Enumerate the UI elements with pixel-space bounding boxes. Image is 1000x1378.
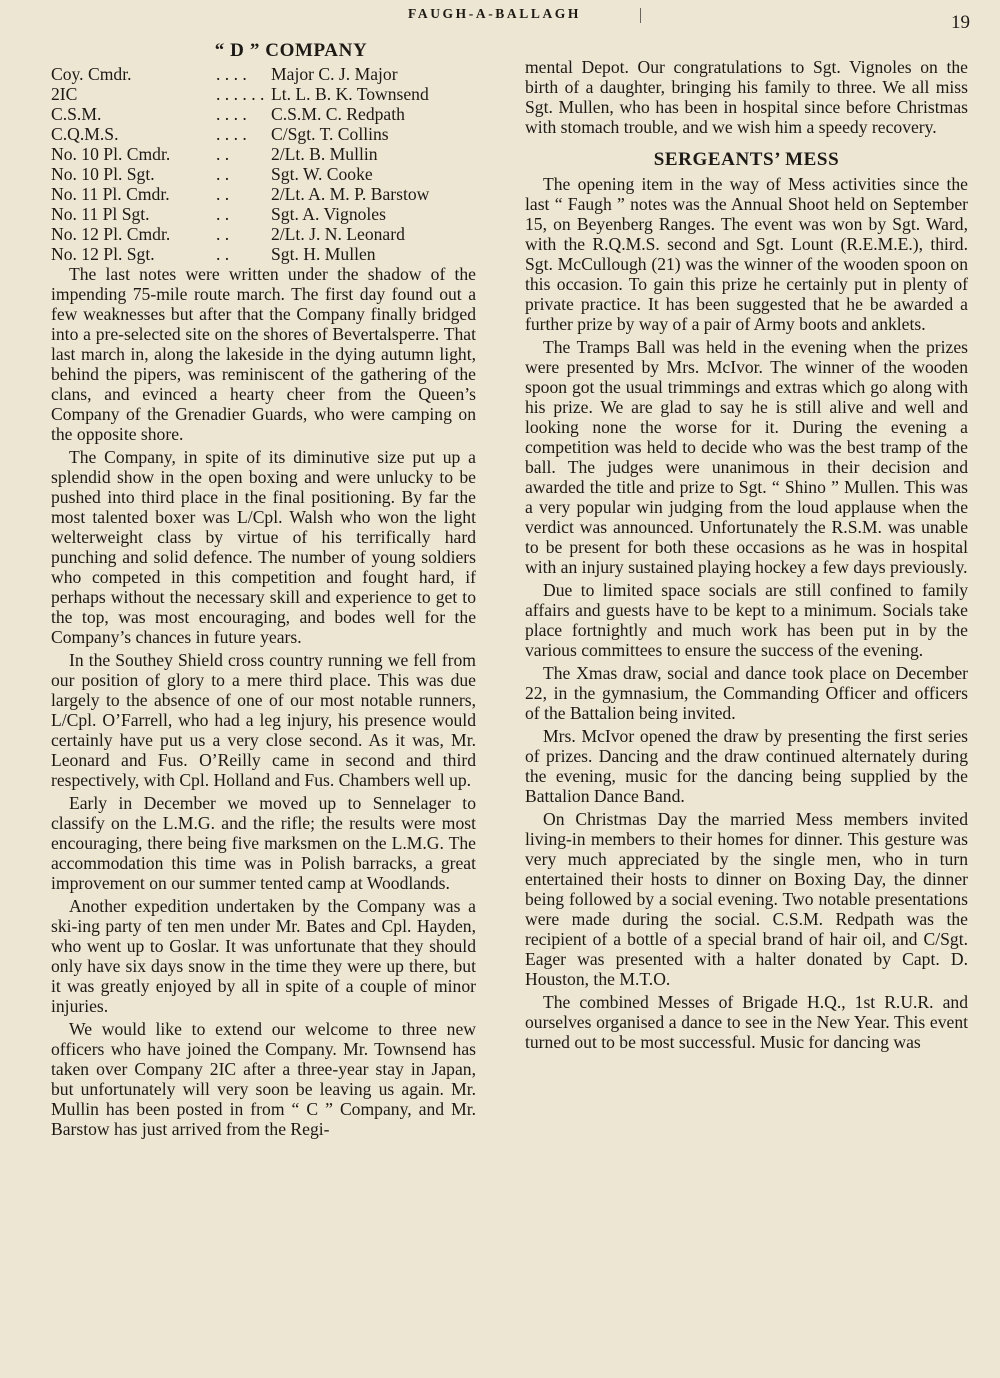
article-paragraph: Early in December we moved up to Sennelager to classify on the L.M.G. and the rifle; the results were most encouraging, there being five marksmen on the L.M.G. The accommodation this time was in Polish barracks, a great improvement on our summer tented camp at Woodlands. [51, 793, 476, 893]
roster-role: No. 12 Pl. Cmdr. [51, 224, 171, 244]
running-title: FAUGH-A-BALLAGH [408, 6, 581, 21]
roster-row [51, 204, 476, 224]
d-company-heading: “ D ” COMPANY [214, 40, 368, 61]
roster-row [51, 124, 476, 144]
roster-name: 2/Lt. J. N. Leonard [271, 224, 405, 244]
roster-name: Sgt. W. Cooke [271, 164, 373, 184]
roster-row [51, 84, 476, 104]
roster-role: C.S.M. [51, 104, 102, 124]
roster-role: No. 11 Pl. Cmdr. [51, 184, 170, 204]
continued-paragraph: mental Depot. Our congratulations to Sgt. Vignoles on the birth of a daughter, bringing his family to three. We all miss Sgt. Mullen, who has been in hospital since before Christmas with stomach trouble, and we wish him a speedy recovery. [525, 57, 968, 137]
roster-role: C.Q.M.S. [51, 124, 119, 144]
article-paragraph: The last notes were written under the shadow of the impending 75-mile route march. The first day found out a few weaknesses but after that the Company finally bridged into a pre-selected site on the shores of Bevertalsperre. That last march in, along the lakeside in the dying autumn light, behind the pipers, was reminiscent of the gathering of the clans, and evinced a hearty cheer from the Queen’s Company of the Grenadier Guards, who were camping on the opposite shore. [51, 264, 476, 444]
article-paragraph: The opening item in the way of Mess activities since the last “ Faugh ” notes was the Annual Shoot held on September 15, on Beyenberg Ranges. The event was won by Sgt. Ward, with the R.Q.M.S. second and Sgt. Lount (R.E.M.E.), third. Sgt. McCullough (21) was the winner of the wooden spoon on this occasion. To gain this prize he certainly put in plenty of private practice. It has been suggested that he be awarded a further prize by way of a pair of Army boots and anklets. [525, 174, 968, 334]
roster-row [51, 224, 476, 244]
roster-name: C/Sgt. T. Collins [271, 124, 389, 144]
roster-leader-dots: . . . . [216, 124, 247, 144]
roster-name: 2/Lt. A. M. P. Barstow [271, 184, 430, 204]
roster-role: No. 12 Pl. Sgt. [51, 244, 155, 264]
article-paragraph: The Tramps Ball was held in the evening when the prizes were presented by Mrs. McIvor. The winner of the wooden spoon got the usual trimmings and extras which go along with his prize. We are glad to say he is still alive and well and looking none the worse for it. During the evening a competition was held to decide who was the best tramp of the ball. The judges were unanimous in their decision and awarded the title and prize to Sgt. “ Shino ” Mullen. This was a very popular win judging from the loud applause when the verdict was announced. Unfortunately the R.S.M. was unable to be present for both these occasions as he was in hospital with an injury sustained playing hockey a few days previously. [525, 337, 968, 577]
article-paragraph: The Company, in spite of its diminutive size put up a splendid show in the open boxing and were unlucky to be pushed into third place in the final positioning. By far the most talented boxer was L/Cpl. Walsh who won the light welterweight class by virtue of his terrifically hard punching and solid defence. The number of young soldiers who competed in this competition and fought hard, if perhaps without the necessary skill and experience to get to the top, was most encouraging, and bodes well for the Company’s chances in future years. [51, 447, 476, 647]
roster-leader-dots: . . [216, 244, 230, 264]
roster-leader-dots: . . [216, 224, 230, 244]
sergeants-mess-article [525, 174, 968, 1052]
roster-row [51, 64, 476, 84]
roster-role: No. 11 Pl Sgt. [51, 204, 150, 224]
roster-name: Sgt. H. Mullen [271, 244, 376, 264]
roster-name: Sgt. A. Vignoles [271, 204, 386, 224]
roster-leader-dots: . . [216, 184, 230, 204]
roster-leader-dots: . . [216, 164, 230, 184]
article-paragraph: On Christmas Day the married Mess members invited living-in members to their homes for dinner. This gesture was very much appreciated by the single men, who in turn entertained their hosts to dinner on Boxing Day, the dinner being followed by a social evening. Two notable presentations were made during the social. C.S.M. Redpath was the recipient of a bottle of a special brand of hair oil, and C/Sgt. Eager was presented with a halter donated by Capt. D. Houston, the M.T.O. [525, 809, 968, 989]
article-paragraph: Another expedition undertaken by the Company was a ski-ing party of ten men under Mr. Bates and Cpl. Hayden, who went up to Goslar. It was unfortunate that they should only have six days snow in the time they were up there, but it was greatly enjoyed by all in spite of a couple of minor injuries. [51, 896, 476, 1016]
roster-name: Lt. L. B. K. Townsend [271, 84, 429, 104]
roster-name: C.S.M. C. Redpath [271, 104, 405, 124]
roster-role: No. 10 Pl. Cmdr. [51, 144, 171, 164]
roster-leader-dots: . . [216, 144, 230, 164]
article-paragraph: We would like to extend our welcome to three new officers who have joined the Company. Mr. Townsend has taken over Company 2IC after a three-year stay in Japan, but unfortunately will very soon be leaving us again. Mr. Mullin has been posted in from “ C ” Company, and Mr. Barstow has just arrived from the Regi- [51, 1019, 476, 1139]
article-paragraph: Due to limited space socials are still confined to family affairs and guests have to be kept to a minimum. Socials take place fortnightly and much work has been put in by the various committees to ensure the success of the evening. [525, 580, 968, 660]
roster-row [51, 164, 476, 184]
article-paragraph: The combined Messes of Brigade H.Q., 1st R.U.R. and ourselves organised a dance to see in the New Year. This event turned out to be most successful. Music for dancing was [525, 992, 968, 1052]
roster-role: 2IC [51, 84, 78, 104]
article-paragraph: The Xmas draw, social and dance took place on December 22, in the gymnasium, the Commanding Officer and officers of the Battalion being invited. [525, 663, 968, 723]
running-head [0, 4, 1000, 33]
left-column [51, 40, 476, 1139]
roster-row [51, 244, 476, 264]
company-roster [51, 64, 476, 264]
roster-row [51, 184, 476, 204]
d-company-article [51, 264, 476, 1139]
header-divider [640, 8, 641, 23]
roster-row [51, 144, 476, 164]
sergeants-mess-heading: SERGEANTS’ MESS [653, 149, 840, 170]
roster-row [51, 104, 476, 124]
roster-name: Major C. J. Major [271, 64, 398, 84]
roster-role: No. 10 Pl. Sgt. [51, 164, 155, 184]
page-number: 19 [951, 12, 970, 33]
roster-leader-dots: . . . . . . [216, 84, 265, 104]
article-paragraph: Mrs. McIvor opened the draw by presenting the first series of prizes. Dancing and the draw continued alternately during the evening, music for the dancing being supplied by the Battalion Dance Band. [525, 726, 968, 806]
roster-leader-dots: . . . . [216, 64, 247, 84]
roster-role: Coy. Cmdr. [51, 64, 132, 84]
roster-leader-dots: . . . . [216, 104, 247, 124]
roster-name: 2/Lt. B. Mullin [271, 144, 378, 164]
article-paragraph: In the Southey Shield cross country running we fell from our position of glory to a mere third place. This was due largely to the absence of one of our most notable runners, L/Cpl. O’Farrell, who had a leg injury, his presence would certainly have put us a very close second. As it was, Mr. Leonard and Fus. O’Reilly came in second and third respectively, with Cpl. Holland and Fus. Chambers well up. [51, 650, 476, 790]
right-column [525, 57, 968, 1052]
roster-leader-dots: . . [216, 204, 230, 224]
